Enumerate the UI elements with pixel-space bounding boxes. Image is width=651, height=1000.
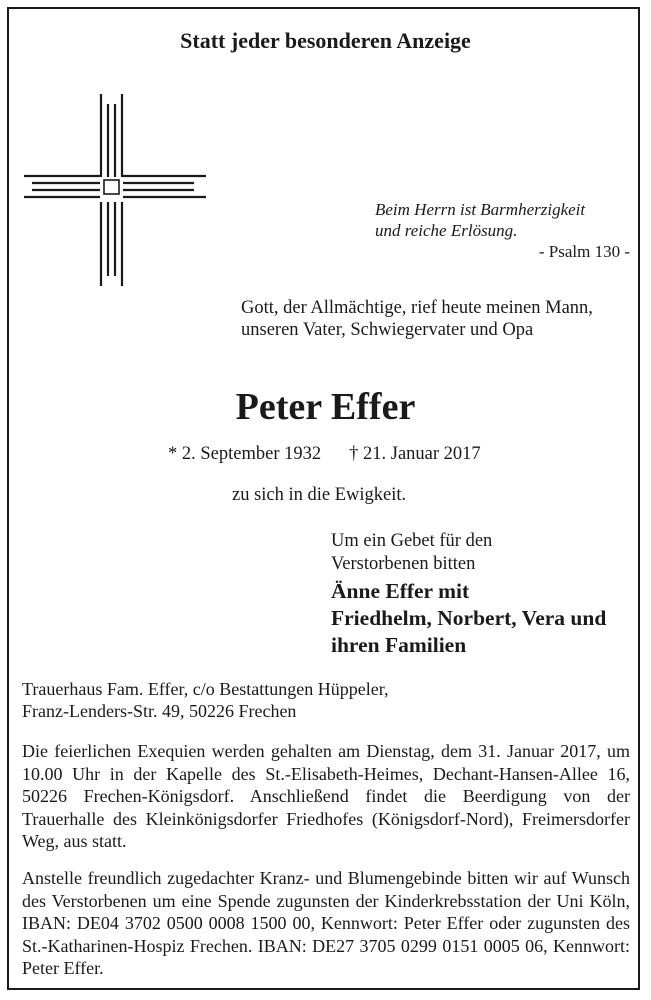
intro-text xyxy=(241,297,631,341)
psalm-source: - Psalm 130 - xyxy=(538,242,630,261)
family-names xyxy=(331,578,641,659)
prayer-request xyxy=(331,530,631,576)
family-line: Änne Effer mit xyxy=(331,579,470,603)
psalm-line: und reiche Erlösung. xyxy=(375,221,518,240)
birth-date: * 2. September 1932 xyxy=(168,444,322,464)
mourning-house-address xyxy=(22,678,630,722)
address-line: Franz-Lenders-Str. 49, 50226 Frechen xyxy=(22,701,297,721)
intro-line: Gott, der Allmächtige, rief heute meinen Mann, xyxy=(241,298,593,318)
address-line: Trauerhaus Fam. Effer, c/o Bestattungen Hüppeler, xyxy=(22,679,389,699)
psalm-line: Beim Herrn ist Barmherzigkeit xyxy=(375,200,586,219)
deceased-name: Peter Effer xyxy=(235,386,416,428)
prayer-line: Um ein Gebet für den xyxy=(331,531,493,551)
intro-line: unseren Vater, Schwiegervater und Opa xyxy=(241,320,534,340)
prayer-line: Verstorbenen bitten xyxy=(331,554,476,574)
family-line: ihren Familien xyxy=(331,633,467,657)
life-dates xyxy=(168,444,481,465)
cross-icon xyxy=(22,90,212,290)
psalm-quote xyxy=(375,199,630,262)
notice-header: Statt jeder besonderen Anzeige xyxy=(180,28,471,53)
service-paragraph: Die feierlichen Exequien werden gehalten am Dienstag, dem 31. Januar 2017, um 10.00 Uhr in der Kapelle des St.-Elisabeth-Heimes, Dechant-Hansen-Allee 16, 50226 Frechen-Königsdorf. Anschließend findet die Beerdigung von der Trauerhalle des Kleinkönigsdorfer Friedhofes (Königsdorf-Nord), Freimersdorfer Weg, aus statt. xyxy=(22,741,630,851)
family-line: Friedhelm, Norbert, Vera und xyxy=(331,606,607,630)
eternity-text: zu sich in die Ewigkeit. xyxy=(232,485,407,505)
death-date: † 21. Januar 2017 xyxy=(349,444,481,464)
donation-paragraph: Anstelle freundlich zugedachter Kranz- und Blumengebinde bitten wir auf Wunsch des Verstorbenen um eine Spende zugunsten der Kinderkrebsstation der Uni Köln, IBAN: DE04 3702 0500 0008 1500 00, Kennwort: Peter Effer oder zugunsten des St.-Katharinen-Hospiz Frechen. IBAN: DE27 3705 0299 0151 0005 06, Kennwort: Peter Effer. xyxy=(22,868,630,978)
